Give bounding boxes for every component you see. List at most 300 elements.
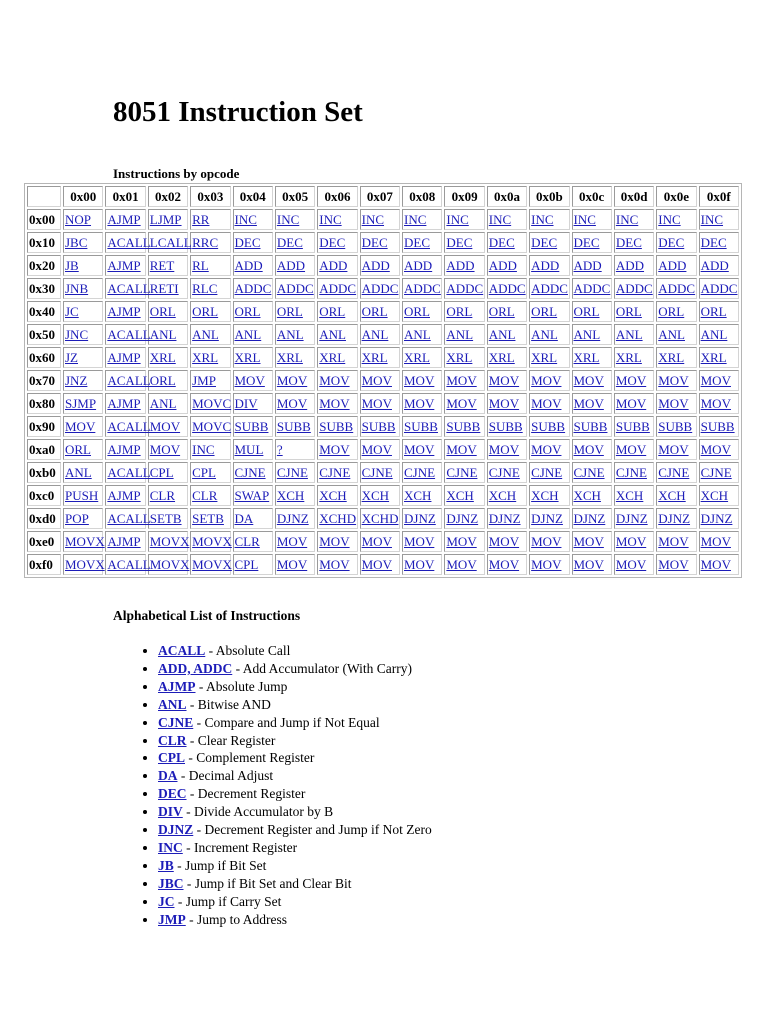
opcode-link[interactable]: JB bbox=[65, 258, 79, 273]
opcode-link[interactable]: ACALL bbox=[107, 235, 151, 250]
opcode-link[interactable]: ANL bbox=[192, 327, 219, 342]
opcode-link[interactable]: INC bbox=[361, 212, 385, 227]
opcode-link[interactable]: JZ bbox=[65, 350, 78, 365]
opcode-link[interactable]: SUBB bbox=[615, 419, 650, 434]
opcode-link[interactable]: RLC bbox=[192, 281, 218, 296]
opcode-link[interactable]: INC bbox=[446, 212, 469, 227]
opcode-link[interactable]: MOV bbox=[319, 442, 350, 457]
opcode-link[interactable]: ADDC bbox=[658, 281, 696, 296]
opcode-link[interactable]: XRL bbox=[446, 350, 473, 365]
opcode-link[interactable]: AJMP bbox=[107, 488, 141, 503]
opcode-link[interactable]: MOV bbox=[234, 373, 265, 388]
opcode-cell bbox=[275, 554, 315, 575]
opcode-link[interactable]: ORL bbox=[149, 373, 176, 388]
opcode-link[interactable]: MOV bbox=[615, 442, 647, 457]
opcode-link[interactable]: AJMP bbox=[107, 534, 141, 549]
opcode-link[interactable]: MOV bbox=[446, 442, 477, 457]
opcode-link[interactable]: CJNE bbox=[404, 465, 436, 480]
opcode-link[interactable]: ANL bbox=[65, 465, 92, 480]
opcode-link[interactable]: AJMP bbox=[107, 258, 141, 273]
opcode-link[interactable]: ANL bbox=[234, 327, 262, 342]
opcode-cell bbox=[233, 416, 273, 437]
opcode-link[interactable]: ACALL bbox=[107, 465, 151, 480]
instruction-link[interactable]: CPL bbox=[158, 750, 185, 766]
opcode-cell bbox=[63, 554, 103, 575]
opcode-link[interactable]: DJNZ bbox=[658, 511, 691, 526]
opcode-link[interactable]: ACALL bbox=[107, 373, 151, 388]
instruction-link[interactable]: DEC bbox=[158, 786, 187, 802]
opcode-cell bbox=[233, 278, 273, 299]
opcode-link[interactable]: ADDC bbox=[531, 281, 568, 296]
row-header: 0x90 bbox=[27, 416, 61, 437]
opcode-link[interactable]: XCH bbox=[531, 488, 559, 503]
opcode-link[interactable]: XRL bbox=[573, 350, 600, 365]
opcode-link[interactable]: AJMP bbox=[107, 304, 141, 319]
opcode-cell bbox=[529, 485, 569, 506]
opcode-link[interactable]: ADDC bbox=[573, 281, 611, 296]
opcode-link[interactable]: MOV bbox=[361, 396, 392, 411]
opcode-link[interactable]: ANL bbox=[319, 327, 346, 342]
opcode-link[interactable]: XCH bbox=[446, 488, 474, 503]
opcode-link[interactable]: JNC bbox=[65, 327, 89, 342]
opcode-link[interactable]: JNB bbox=[65, 281, 89, 296]
opcode-link[interactable]: MOV bbox=[531, 557, 562, 572]
opcode-link[interactable]: MOV bbox=[700, 557, 731, 572]
opcode-cell bbox=[487, 531, 527, 552]
opcode-link[interactable]: MOV bbox=[700, 534, 731, 549]
opcode-link[interactable]: CPL bbox=[149, 465, 174, 480]
opcode-link[interactable]: MOV bbox=[531, 534, 562, 549]
opcode-link[interactable]: ADD bbox=[615, 258, 645, 273]
opcode-link[interactable]: AJMP bbox=[107, 442, 141, 457]
opcode-link[interactable]: ADD bbox=[700, 258, 729, 273]
opcode-link[interactable]: RET bbox=[149, 258, 175, 273]
opcode-link[interactable]: MOV bbox=[488, 534, 520, 549]
opcode-link[interactable]: XCH bbox=[615, 488, 644, 503]
opcode-link[interactable]: MOV bbox=[658, 442, 689, 457]
opcode-link[interactable]: XCH bbox=[319, 488, 347, 503]
opcode-link[interactable]: CPL bbox=[234, 557, 259, 572]
opcode-link[interactable]: DJNZ bbox=[573, 511, 606, 526]
opcode-link[interactable]: CLR bbox=[149, 488, 176, 503]
opcode-link[interactable]: CLR bbox=[234, 534, 260, 549]
opcode-cell bbox=[275, 508, 315, 529]
opcode-link[interactable]: ANL bbox=[488, 327, 516, 342]
opcode-link[interactable]: MOV bbox=[488, 557, 520, 572]
opcode-link[interactable]: INC bbox=[615, 212, 639, 227]
opcode-link[interactable]: AJMP bbox=[107, 396, 141, 411]
opcode-link[interactable]: MOV bbox=[404, 442, 435, 457]
opcode-link[interactable]: ADDC bbox=[446, 281, 484, 296]
opcode-link[interactable]: SETB bbox=[149, 511, 182, 526]
instruction-description: - Bitwise AND bbox=[186, 696, 271, 712]
opcode-link[interactable]: ADD bbox=[361, 258, 390, 273]
opcode-link[interactable]: CJNE bbox=[700, 465, 732, 480]
opcode-cell bbox=[275, 462, 315, 483]
instruction-link[interactable]: JC bbox=[158, 893, 175, 909]
opcode-link[interactable]: INC bbox=[700, 212, 724, 227]
instruction-link[interactable]: JBC bbox=[158, 875, 184, 891]
opcode-link[interactable]: ANL bbox=[615, 327, 643, 342]
opcode-cell bbox=[233, 301, 273, 322]
opcode-link[interactable]: DIV bbox=[234, 396, 258, 411]
opcode-link[interactable]: ORL bbox=[234, 304, 261, 319]
opcode-link[interactable]: XRL bbox=[192, 350, 219, 365]
opcode-link[interactable]: MOV bbox=[446, 396, 477, 411]
opcode-link[interactable]: MUL bbox=[234, 442, 264, 457]
opcode-link[interactable]: DJNZ bbox=[446, 511, 479, 526]
opcode-link[interactable]: MOV bbox=[404, 396, 435, 411]
opcode-link[interactable]: ADD bbox=[658, 258, 687, 273]
opcode-link[interactable]: DEC bbox=[573, 235, 600, 250]
opcode-link[interactable]: DEC bbox=[531, 235, 558, 250]
opcode-link[interactable]: SUBB bbox=[361, 419, 396, 434]
opcode-link[interactable]: CPL bbox=[192, 465, 216, 480]
row-header: 0xe0 bbox=[27, 531, 61, 552]
opcode-link[interactable]: XRL bbox=[234, 350, 261, 365]
opcode-link[interactable]: MOVC bbox=[192, 419, 232, 434]
opcode-link[interactable]: CJNE bbox=[276, 465, 308, 480]
opcode-link[interactable]: ORL bbox=[700, 304, 727, 319]
instruction-link[interactable]: JMP bbox=[158, 911, 186, 927]
opcode-link[interactable]: MOV bbox=[319, 557, 350, 572]
opcode-link[interactable]: ADD bbox=[531, 258, 560, 273]
opcode-link[interactable]: MOV bbox=[404, 534, 435, 549]
opcode-link[interactable]: ORL bbox=[531, 304, 558, 319]
opcode-link[interactable]: ORL bbox=[446, 304, 473, 319]
opcode-cell bbox=[529, 232, 569, 253]
opcode-link[interactable]: ORL bbox=[276, 304, 303, 319]
opcode-link[interactable]: MOV bbox=[488, 442, 520, 457]
opcode-link[interactable]: MOV bbox=[404, 373, 435, 388]
opcode-link[interactable]: AJMP bbox=[107, 212, 141, 227]
opcode-link[interactable]: INC bbox=[658, 212, 681, 227]
opcode-link[interactable]: ANL bbox=[361, 327, 389, 342]
opcode-link[interactable]: DJNZ bbox=[276, 511, 309, 526]
opcode-link[interactable]: ANL bbox=[149, 396, 177, 411]
opcode-link[interactable]: ADD bbox=[276, 258, 306, 273]
opcode-link[interactable]: ORL bbox=[192, 304, 219, 319]
opcode-cell bbox=[444, 232, 484, 253]
opcode-link[interactable]: JC bbox=[65, 304, 79, 319]
opcode-link[interactable]: XCH bbox=[276, 488, 305, 503]
opcode-link[interactable]: DJNZ bbox=[488, 511, 521, 526]
opcode-link[interactable]: XRL bbox=[149, 350, 176, 365]
opcode-link[interactable]: MOV bbox=[361, 534, 392, 549]
opcode-link[interactable]: ADDC bbox=[404, 281, 441, 296]
opcode-link[interactable]: ANL bbox=[573, 327, 601, 342]
opcode-link[interactable]: MOV bbox=[573, 557, 604, 572]
opcode-link[interactable]: MOV bbox=[319, 373, 350, 388]
opcode-link[interactable]: XCH bbox=[361, 488, 390, 503]
opcode-link[interactable]: CJNE bbox=[446, 465, 478, 480]
opcode-link[interactable]: ANL bbox=[658, 327, 685, 342]
opcode-link[interactable]: XRL bbox=[700, 350, 727, 365]
opcode-link[interactable]: ADDC bbox=[615, 281, 653, 296]
opcode-link[interactable]: MOV bbox=[149, 419, 181, 434]
opcode-link[interactable]: RETI bbox=[149, 281, 179, 296]
opcode-link[interactable]: INC bbox=[276, 212, 300, 227]
opcode-link[interactable]: SUBB bbox=[404, 419, 438, 434]
opcode-link[interactable]: INC bbox=[319, 212, 342, 227]
opcode-link[interactable]: XCH bbox=[573, 488, 601, 503]
opcode-link[interactable]: AJMP bbox=[107, 350, 141, 365]
opcode-link[interactable]: ORL bbox=[404, 304, 430, 319]
opcode-link[interactable]: RL bbox=[192, 258, 209, 273]
opcode-link[interactable]: CJNE bbox=[234, 465, 266, 480]
opcode-link[interactable]: MOV bbox=[615, 534, 647, 549]
opcode-cell bbox=[360, 416, 400, 437]
opcode-link[interactable]: DEC bbox=[446, 235, 473, 250]
opcode-link[interactable]: MOV bbox=[531, 373, 562, 388]
opcode-link[interactable]: MOV bbox=[615, 396, 647, 411]
opcode-link[interactable]: ADD bbox=[319, 258, 348, 273]
opcode-link[interactable]: INC bbox=[234, 212, 257, 227]
opcode-link[interactable]: SUBB bbox=[573, 419, 608, 434]
instruction-link[interactable]: INC bbox=[158, 839, 183, 855]
opcode-link[interactable]: DJNZ bbox=[615, 511, 648, 526]
opcode-cell bbox=[105, 439, 145, 460]
opcode-link[interactable]: MOV bbox=[319, 534, 350, 549]
opcode-link[interactable]: CJNE bbox=[573, 465, 605, 480]
opcode-link[interactable]: INC bbox=[488, 212, 512, 227]
opcode-link[interactable]: ACALL bbox=[107, 511, 151, 526]
opcode-link[interactable]: XCHD bbox=[361, 511, 399, 526]
opcode-link[interactable]: INC bbox=[404, 212, 427, 227]
opcode-link[interactable]: MOV bbox=[361, 557, 392, 572]
opcode-link[interactable]: DJNZ bbox=[531, 511, 563, 526]
opcode-link[interactable]: ANL bbox=[446, 327, 474, 342]
opcode-link[interactable]: MOV bbox=[446, 534, 477, 549]
opcode-link[interactable]: MOV bbox=[615, 557, 647, 572]
opcode-link[interactable]: MOV bbox=[446, 557, 477, 572]
opcode-link[interactable]: ANL bbox=[700, 327, 728, 342]
opcode-link[interactable]: POP bbox=[65, 511, 89, 526]
opcode-link[interactable]: JNZ bbox=[65, 373, 88, 388]
opcode-link[interactable]: DJNZ bbox=[404, 511, 436, 526]
opcode-link[interactable]: ORL bbox=[361, 304, 388, 319]
opcode-link[interactable]: INC bbox=[573, 212, 596, 227]
opcode-link[interactable]: ? bbox=[276, 442, 283, 457]
opcode-link[interactable]: INC bbox=[192, 442, 215, 457]
opcode-link[interactable]: XRL bbox=[276, 350, 303, 365]
opcode-link[interactable]: CJNE bbox=[658, 465, 690, 480]
instruction-link[interactable]: AJMP bbox=[158, 678, 196, 694]
opcode-link[interactable]: XRL bbox=[658, 350, 685, 365]
opcode-link[interactable]: MOVX bbox=[65, 534, 105, 549]
opcode-link[interactable]: SJMP bbox=[65, 396, 97, 411]
opcode-link[interactable]: ORL bbox=[65, 442, 91, 457]
row-header: 0x00 bbox=[27, 209, 61, 230]
opcode-link[interactable]: ADDC bbox=[700, 281, 738, 296]
opcode-link[interactable]: ADDC bbox=[361, 281, 399, 296]
opcode-link[interactable]: CJNE bbox=[361, 465, 393, 480]
opcode-link[interactable]: JMP bbox=[192, 373, 216, 388]
opcode-link[interactable]: MOVX bbox=[149, 557, 190, 572]
opcode-link[interactable]: DA bbox=[234, 511, 254, 526]
opcode-link[interactable]: LCALL bbox=[149, 235, 192, 250]
opcode-cell bbox=[444, 531, 484, 552]
opcode-link[interactable]: XCH bbox=[488, 488, 517, 503]
opcode-link[interactable]: XCH bbox=[658, 488, 686, 503]
opcode-link[interactable]: MOV bbox=[361, 442, 392, 457]
opcode-cell bbox=[572, 439, 612, 460]
opcode-link[interactable]: DEC bbox=[404, 235, 430, 250]
opcode-link[interactable]: ORL bbox=[658, 304, 685, 319]
opcode-link[interactable]: SUBB bbox=[446, 419, 481, 434]
opcode-link[interactable]: DEC bbox=[700, 235, 727, 250]
opcode-link[interactable]: XRL bbox=[404, 350, 430, 365]
opcode-link[interactable]: XRL bbox=[319, 350, 346, 365]
opcode-link[interactable]: CJNE bbox=[615, 465, 647, 480]
opcode-cell bbox=[233, 347, 273, 368]
opcode-link[interactable]: RR bbox=[192, 212, 210, 227]
instruction-link[interactable]: JB bbox=[158, 857, 174, 873]
instruction-link[interactable]: DIV bbox=[158, 804, 183, 820]
opcode-link[interactable]: CJNE bbox=[488, 465, 520, 480]
opcode-link[interactable]: XRL bbox=[531, 350, 558, 365]
opcode-link[interactable]: MOV bbox=[531, 396, 562, 411]
opcode-link[interactable]: ACALL bbox=[107, 557, 151, 572]
opcode-link[interactable]: MOV bbox=[615, 373, 647, 388]
opcode-cell bbox=[402, 439, 442, 460]
instruction-link[interactable]: ADD, ADDC bbox=[158, 660, 233, 676]
opcode-link[interactable]: ACALL bbox=[107, 327, 151, 342]
column-header: 0x00 bbox=[63, 186, 103, 207]
opcode-link[interactable]: MOVX bbox=[65, 557, 105, 572]
opcode-link[interactable]: XCH bbox=[700, 488, 729, 503]
opcode-cell bbox=[233, 531, 273, 552]
opcode-link[interactable]: SUBB bbox=[700, 419, 735, 434]
instruction-link[interactable]: ANL bbox=[158, 696, 187, 712]
opcode-link[interactable]: ACALL bbox=[107, 419, 151, 434]
opcode-link[interactable]: ORL bbox=[319, 304, 346, 319]
opcode-link[interactable]: ANL bbox=[149, 327, 177, 342]
opcode-link[interactable]: XRL bbox=[615, 350, 642, 365]
opcode-link[interactable]: MOV bbox=[276, 534, 308, 549]
opcode-link[interactable]: DEC bbox=[234, 235, 261, 250]
opcode-link[interactable]: MOV bbox=[149, 442, 181, 457]
opcode-link[interactable]: SWAP bbox=[234, 488, 270, 503]
opcode-link[interactable]: SUBB bbox=[488, 419, 523, 434]
opcode-link[interactable]: MOV bbox=[700, 373, 731, 388]
opcode-link[interactable]: ANL bbox=[404, 327, 431, 342]
opcode-cell bbox=[614, 416, 654, 437]
opcode-link[interactable]: XRL bbox=[488, 350, 515, 365]
opcode-link[interactable]: MOV bbox=[573, 396, 604, 411]
opcode-link[interactable]: ORL bbox=[488, 304, 515, 319]
opcode-link[interactable]: MOV bbox=[658, 396, 689, 411]
opcode-link[interactable]: INC bbox=[531, 212, 554, 227]
opcode-link[interactable]: MOVX bbox=[192, 557, 232, 572]
opcode-link[interactable]: MOV bbox=[658, 373, 689, 388]
opcode-link[interactable]: ADDC bbox=[319, 281, 357, 296]
instruction-link[interactable]: CJNE bbox=[158, 714, 194, 730]
opcode-link[interactable]: ORL bbox=[149, 304, 176, 319]
opcode-link[interactable]: DEC bbox=[276, 235, 303, 250]
opcode-link[interactable]: ADD bbox=[446, 258, 475, 273]
opcode-link[interactable]: MOV bbox=[573, 373, 604, 388]
opcode-cell bbox=[105, 462, 151, 483]
opcode-link[interactable]: DEC bbox=[658, 235, 685, 250]
opcode-link[interactable]: ORL bbox=[615, 304, 642, 319]
opcode-link[interactable]: MOV bbox=[404, 557, 435, 572]
opcode-link[interactable]: DEC bbox=[361, 235, 388, 250]
opcode-link[interactable]: SUBB bbox=[276, 419, 311, 434]
opcode-link[interactable]: MOV bbox=[488, 396, 520, 411]
opcode-link[interactable]: MOV bbox=[65, 419, 96, 434]
opcode-link[interactable]: PUSH bbox=[65, 488, 99, 503]
opcode-link[interactable]: JBC bbox=[65, 235, 88, 250]
opcode-link[interactable]: MOV bbox=[531, 442, 562, 457]
opcode-link[interactable]: ADD bbox=[234, 258, 263, 273]
opcode-link[interactable]: MOV bbox=[658, 557, 689, 572]
opcode-link[interactable]: SUBB bbox=[319, 419, 354, 434]
instruction-link[interactable]: DA bbox=[158, 768, 178, 784]
opcode-cell bbox=[402, 347, 442, 368]
opcode-link[interactable]: ORL bbox=[573, 304, 600, 319]
opcode-link[interactable]: ADDC bbox=[488, 281, 526, 296]
instruction-link[interactable]: CLR bbox=[158, 732, 187, 748]
opcode-link[interactable]: DEC bbox=[319, 235, 346, 250]
opcode-link[interactable]: SUBB bbox=[658, 419, 693, 434]
opcode-link[interactable]: ANL bbox=[276, 327, 304, 342]
opcode-link[interactable]: NOP bbox=[65, 212, 92, 227]
opcode-link[interactable]: DJNZ bbox=[700, 511, 733, 526]
opcode-link[interactable]: SETB bbox=[192, 511, 224, 526]
opcode-link[interactable]: ADDC bbox=[234, 281, 272, 296]
opcode-link[interactable]: ANL bbox=[531, 327, 558, 342]
opcode-link[interactable]: MOVX bbox=[192, 534, 232, 549]
opcode-link[interactable]: MOV bbox=[658, 534, 689, 549]
opcode-link[interactable]: SUBB bbox=[531, 419, 566, 434]
opcode-link[interactable]: DEC bbox=[615, 235, 642, 250]
opcode-link[interactable]: MOV bbox=[573, 534, 604, 549]
opcode-link[interactable]: MOV bbox=[573, 442, 604, 457]
opcode-link[interactable]: ADD bbox=[488, 258, 517, 273]
opcode-link[interactable]: MOV bbox=[700, 396, 731, 411]
opcode-link[interactable]: MOV bbox=[319, 396, 350, 411]
opcode-link[interactable]: ADD bbox=[573, 258, 602, 273]
opcode-link[interactable]: ACALL bbox=[107, 281, 151, 296]
opcode-link[interactable]: MOVC bbox=[192, 396, 232, 411]
opcode-link[interactable]: LJMP bbox=[149, 212, 182, 227]
opcode-link[interactable]: MOV bbox=[700, 442, 731, 457]
instruction-link[interactable]: DJNZ bbox=[158, 822, 194, 838]
opcode-link[interactable]: ADD bbox=[404, 258, 433, 273]
instruction-link[interactable]: ACALL bbox=[158, 643, 206, 658]
opcode-link[interactable]: RRC bbox=[192, 235, 219, 250]
opcode-link[interactable]: MOV bbox=[276, 557, 308, 572]
opcode-link[interactable]: CLR bbox=[192, 488, 218, 503]
opcode-link[interactable]: DEC bbox=[488, 235, 515, 250]
opcode-link[interactable]: XCHD bbox=[319, 511, 357, 526]
opcode-link[interactable]: XCH bbox=[404, 488, 432, 503]
opcode-link[interactable]: MOV bbox=[276, 373, 308, 388]
opcode-link[interactable]: MOVX bbox=[149, 534, 190, 549]
opcode-link[interactable]: MOV bbox=[276, 396, 308, 411]
opcode-link[interactable]: ADDC bbox=[276, 281, 314, 296]
opcode-link[interactable]: SUBB bbox=[234, 419, 269, 434]
instruction-description: - Absolute Call bbox=[205, 643, 291, 658]
opcode-link[interactable]: MOV bbox=[361, 373, 392, 388]
opcode-link[interactable]: MOV bbox=[446, 373, 477, 388]
opcode-link[interactable]: CJNE bbox=[531, 465, 563, 480]
opcode-cell bbox=[317, 301, 357, 322]
opcode-link[interactable]: XRL bbox=[361, 350, 388, 365]
opcode-link[interactable]: MOV bbox=[488, 373, 520, 388]
opcode-link[interactable]: CJNE bbox=[319, 465, 351, 480]
